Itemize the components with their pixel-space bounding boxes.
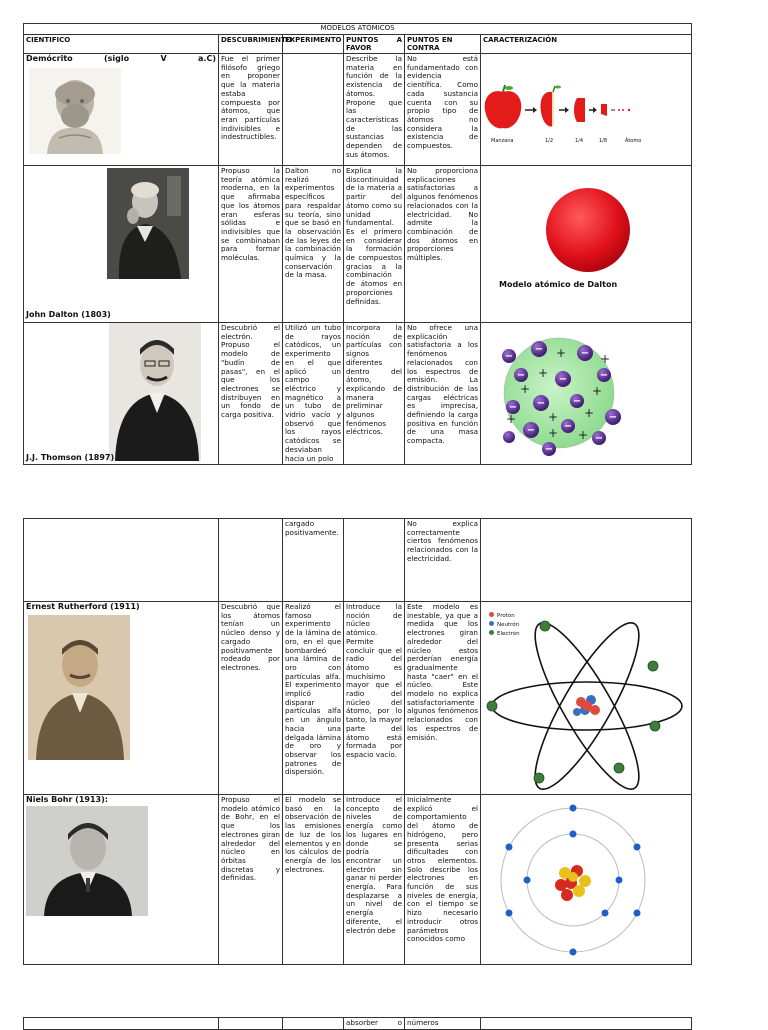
scientist-dalton — [24, 166, 219, 323]
democrito-bust-image — [29, 68, 121, 154]
apple-label: Átomo — [625, 138, 642, 144]
cell-experimento — [283, 1018, 344, 1030]
atomic-models-table-2 — [23, 518, 692, 965]
apple-division-illustration — [481, 84, 688, 136]
cell-experimento — [283, 54, 344, 166]
bohr-atom-illustration — [495, 805, 651, 955]
svg-text:+: + — [591, 384, 603, 398]
svg-text:−: − — [504, 351, 514, 362]
atomic-models-table-3 — [23, 1017, 692, 1030]
cell-caracterizacion — [481, 54, 692, 166]
header-puntos-en-contra: PUNTOS EN CONTRA — [405, 35, 481, 54]
proton-dot-icon — [489, 612, 494, 617]
cell-puntos-en-contra: No proporciona explicaciones satisfactorias a algunos fenómenos relacionados con la electricidad. No admite la combinación de dos átomos en proporciones múltiples. — [405, 166, 481, 323]
scientist-name: J.J. Thomson (1897) — [26, 452, 115, 462]
cell-puntos-en-contra: No está fundamentado con evidencia científica. Como cada sustancia cuenta con su propio tipo de átomos no considera la existencia de compuestos. — [405, 54, 481, 166]
svg-text:−: − — [526, 425, 536, 436]
cell-puntos-en-contra: Inicialmente explicó el comportamiento del átomo de hidrógeno, pero presenta serias dificultades con otros elementos. Solo describe los electrones en función de sus niveles de energía, con el tiempo se hizo necesario introducir otros parámetros conocidos como — [405, 795, 481, 965]
svg-text:+: + — [537, 366, 549, 380]
cell-puntos-en-contra: Este modelo es inestable, ya que a medida que los electrones giran alrededor del núcleo estos perderían energía gradualmente hasta "caer" en el núcleo. Este modelo no explica satisfactoriamente algunos fenómenos relacionados con los espectros de emisión. — [405, 602, 481, 795]
rutherford-portrait-image — [28, 615, 130, 760]
table-title: MODELOS ATÓMICOS — [24, 24, 692, 35]
cell-experimento: Realizó el famoso experimento de la lámina de oro, en el que bombardeó una lámina de oro con partículas alfa. El experimento implicó disparar partículas alfa en un ángulo hacia una delgada lámina de oro y observar los patrones de dispersión. — [283, 602, 344, 795]
scientist-democrito — [24, 54, 219, 166]
scientist-continued — [24, 1018, 219, 1030]
cell-descubrimiento: Fue el primer filósofo griego en proponer que la materia estaba compuesta por átomos, que eran partículas indivisibles e indestructibles. — [219, 54, 283, 166]
svg-text:−: − — [608, 412, 618, 423]
scientist-name: Demócrito (siglo V a.C) — [26, 54, 216, 63]
header-descubrimiento: DESCUBRIMIENTO — [219, 35, 283, 54]
svg-text:−: − — [594, 433, 604, 444]
svg-text:−: − — [536, 398, 546, 409]
svg-text:−: − — [516, 370, 526, 381]
scientist-bohr — [24, 795, 219, 965]
cell-caracterizacion — [481, 1018, 692, 1030]
svg-text:−: − — [558, 374, 568, 385]
cell-puntos-a-favor: absorber o — [344, 1018, 405, 1030]
cell-puntos-a-favor — [344, 519, 405, 602]
scientist-name: Ernest Rutherford (1911) — [26, 602, 140, 611]
cell-puntos-a-favor: Incorpora la noción de partículas con signos diferentes dentro del átomo, explicando de manera preliminar algunos fenómenos eléctricos. — [344, 323, 405, 465]
atomic-models-table-1 — [23, 23, 692, 465]
cell-caracterizacion — [481, 795, 692, 965]
svg-text:−: − — [599, 370, 609, 381]
cell-descubrimiento: Descubrió el electrón. Propuso el modelo de "budín de pasas", en el que los electrones se distribuyen en un fondo de carga positiva. — [219, 323, 283, 465]
svg-text:+: + — [555, 346, 567, 360]
scientist-name: Niels Bohr (1913): — [26, 795, 108, 804]
cell-descubrimiento — [219, 519, 283, 602]
svg-text:+: + — [577, 428, 589, 442]
scientist-name: John Dalton (1803) — [26, 310, 111, 320]
rutherford-atom-illustration — [487, 622, 687, 790]
cell-descubrimiento — [219, 1018, 283, 1030]
svg-text:−: − — [580, 348, 590, 359]
cell-caracterizacion — [481, 519, 692, 602]
apple-label: Manzana — [491, 138, 514, 144]
apple-division-labels — [481, 137, 688, 145]
svg-text:+: + — [547, 426, 559, 440]
cell-experimento: El modelo se basó en la observación de las emisiones de luz de los elementos y en los cálculos de energía de los electrones. — [283, 795, 344, 965]
cell-puntos-en-contra: No explica correctamente ciertos fenómenos relacionados con la electricidad. — [405, 519, 481, 602]
svg-text:−: − — [534, 344, 544, 355]
cell-experimento: Dalton no realizó experimentos específicos para respaldar su teoría, sino que se basó en la observación de las leyes de la combinación química y la conservación de la masa. — [283, 166, 344, 323]
header-cientifico: CIENTIFICO — [24, 35, 219, 54]
scientist-thomson — [24, 323, 219, 465]
thomson-plum-pudding-illustration — [497, 333, 627, 461]
svg-text:−: − — [572, 396, 582, 407]
scientist-continued — [24, 519, 219, 602]
header-experimento: EXPERIMENTO — [283, 35, 344, 54]
apple-label: 1/2 — [545, 138, 554, 144]
cell-caracterizacion — [481, 166, 692, 323]
legend-item-electron: Electrón — [489, 630, 520, 639]
svg-text:−: − — [563, 421, 573, 432]
cell-experimento: Utilizó un tubo de rayos catódicos, un experimento en el que aplicó un campo eléctrico y magnético a un tubo de vidrio vacío y observó que los rayos catódicos se desviaban hacia un polo — [283, 323, 344, 465]
cell-puntos-en-contra: No ofrece una explicación satisfactoria a los fenómenos relacionados con los espectros de emisión. La distribución de las cargas eléctricas es imprecisa, definiendo la carga positiva en función de una masa compacta. — [405, 323, 481, 465]
cell-descubrimiento: Propuso el modelo atómico de Bohr, en el que los electrones giran alrededor del núcleo en órbitas discretas y definidas. — [219, 795, 283, 965]
cell-descubrimiento: Descubrió que los átomos tenían un núcleo denso y cargado positivamente rodeado por electrones. — [219, 602, 283, 795]
legend-item-neutron: Neutrón — [489, 621, 520, 630]
cell-caracterizacion — [481, 323, 692, 465]
dalton-sphere-illustration — [501, 178, 671, 278]
svg-text:−: − — [508, 402, 518, 413]
dalton-model-label: Modelo atómico de Dalton — [499, 280, 618, 289]
cell-puntos-a-favor: Introduce la noción de núcleo atómico. Permite concluir que el radio del átomo es muchísimo mayor que el radio del núcleo del átomo, por lo tanto, la mayor parte del átomo está formada por espacio vacío. — [344, 602, 405, 795]
cell-caracterizacion — [481, 602, 692, 795]
svg-text:+: + — [505, 412, 517, 426]
bohr-portrait-image — [26, 806, 148, 916]
cell-descubrimiento: Propuso la teoría atómica moderna, en la que afirmaba que los átomos eran esferas sólidas e indivisibles que se combinaban para formar moléculas. — [219, 166, 283, 323]
svg-text:+: + — [599, 352, 611, 366]
svg-text:+: + — [547, 410, 559, 424]
scientist-rutherford — [24, 602, 219, 795]
cell-experimento: cargado positivamente. — [283, 519, 344, 602]
svg-text:−: − — [544, 444, 554, 455]
svg-text:+: + — [519, 382, 531, 396]
apple-label: 1/4 — [575, 138, 584, 144]
legend-item-proton: Protón — [489, 612, 520, 621]
cell-puntos-a-favor: Introduce el concepto de niveles de energía como los lugares en donde se podría encontrar un electrón sin ganar ni perder energía. Para desplazarse a un nivel de energía diferente, el electrón debe — [344, 795, 405, 965]
cell-puntos-a-favor: Describe la materia en función de la existencia de átomos. Propone que las características de las sustancias dependen de sus átomos. — [344, 54, 405, 166]
header-caracterizacion: CARACTERIZACIÓN — [481, 35, 692, 54]
svg-text:+: + — [583, 406, 595, 420]
apple-label: 1/8 — [599, 138, 608, 144]
header-puntos-a-favor: PUNTOS A FAVOR — [344, 35, 405, 54]
cell-puntos-a-favor: Explica la discontinuidad de la materia a partir del átomo como su unidad fundamental. Es el primero en considerar la formación de compuestos gracias a la combinación de átomos en proporciones definidas. — [344, 166, 405, 323]
dalton-portrait-image — [107, 168, 189, 279]
thomson-portrait-image — [109, 323, 201, 461]
cell-puntos-en-contra: números — [405, 1018, 481, 1030]
